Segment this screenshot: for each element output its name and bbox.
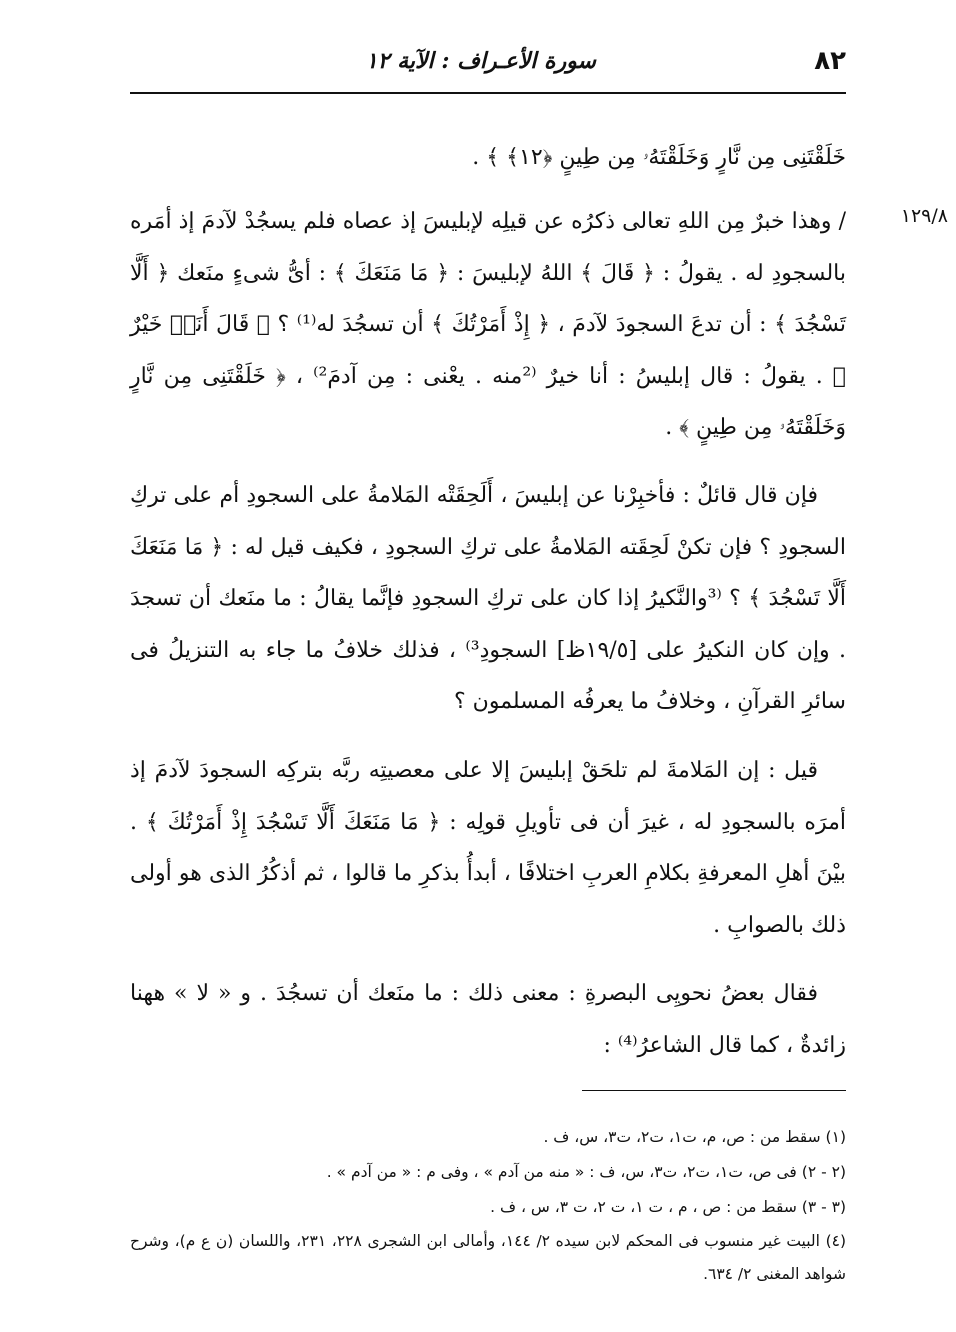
running-title: سورة الأعـراف : الآية ١٢ xyxy=(365,48,596,74)
page-number: ٨٢ xyxy=(814,46,846,76)
footnote-3: (٣ - ٣) سقط من : ص ، م ، ت ١، ت ٢، ت ٣، س ، ف . xyxy=(490,1198,846,1216)
paragraph-1: / وهذا خبرٌ مِن اللهِ تعالى ذكرُه عن قيلِه لإبليسَ إذ عصاه فلم يسجُدْ لآدمَ إذ أمَره بالسجودِ له . يقولُ : ﴿ قَالَ ﴾ اللهُ لإبليسَ : ﴿ مَا مَنَعَكَ ﴾ : أىُّ شىءٍ منَعك ﴿ أَلَّا تَسْجُدَ ﴾ : أن تدعَ السجودَ لآدمَ ، ﴿ إِذْ أَمَرْتُكَ ﴾ أن تسجُدَ له⁽¹⁾ ؟ ﴿ قَالَ أَنَا۠ خَيْرٌ ﴾ . يقولُ : قال إبليسُ : أنا خيرٌ ⁽²منه . يعْنى : مِن آدمَ²⁾ ، ﴿ خَلَقْتَنِى مِن نَّارٍ وَخَلَقْتَهُۥ مِن طِينٍ ﴾ . xyxy=(130,209,847,440)
commentary-paragraph-1 xyxy=(130,196,846,454)
footnote-2: (٢ - ٢) فى ص، ت١، ت٢، ت٣، س، ف : « منه من آدم » ، وفى م : « من آدم » . xyxy=(326,1163,846,1181)
commentary-paragraph-2 xyxy=(130,470,846,728)
footnote-1: (١) سقط من : ص، م، ت١، ت٢، ت٣، س، ف . xyxy=(543,1128,846,1146)
paragraph-0: خَلَقْتَنِى مِن نَّارٍ وَخَلَقْتَهُۥ مِن طِينٍ ﴿١٢﴾ ﴾ . xyxy=(472,145,846,170)
margin-reference: ١٢٩/٨ xyxy=(900,205,948,227)
page-header xyxy=(130,44,846,94)
commentary-paragraph-3 xyxy=(130,745,846,951)
footnote-4: (٤) البيت غير منسوب فى المحكم لابن سيده ٢/ ١٤٤، وأمالى ابن الشجرى ٢٢٨، ٢٣١، واللسان (ن ع م)، وشرح شواهد المغنى ٢/ ٦٣٤. xyxy=(130,1232,847,1283)
paragraph-3: قيل : إن المَلامةَ لم تلحَقْ إبليسَ إلا على معصيتِه ربَّه بتركِه السجودَ لآدمَ إذ أمرَه بالسجودِ له ، غيرَ أن فى تأويلِ قولِه : ﴿ مَا مَنَعَكَ أَلَّا تَسْجُدَ إِذْ أَمَرْتُكَ ﴾ . بيْنَ أهلِ المعرفةِ بكلامِ العربِ اختلافًا ، أبدأُ بذكرِ ما قالوا ، ثم أذكُرُ الذى هو أولى ذلك بالصوابِ . xyxy=(130,758,846,938)
footnote-separator xyxy=(582,1090,846,1091)
paragraph-2: فإن قال قائلٌ : فأخبِرْنا عن إبليسَ ، أَلَحِقَتْه المَلامةُ على السجودِ أم على تركِ السجودِ ؟ فإن تكنْ لَحِقَته المَلامةُ على تركِ السجودِ ، فكيف قيل له : ﴿ مَا مَنَعَكَ أَلَّا تَسْجُدَ ﴾ ؟ ⁽³والنَّكيرُ إذا كان على تركِ السجودِ فإنَّما يقالُ : ما منَعك أن تسجدَ . وإن كان النكيرُ على [١٩/٥ظ] السجودِ³⁾ ، فذلك خلافُ ما جاء به التنزيلُ فى سائرِ القرآنِ ، وخلافُ ما يعرفُه المسلمون ؟ xyxy=(130,483,846,714)
paragraph-4: فقال بعضُ نحويِى البصرةِ : معنى ذلك : ما منَعك أن تسجُدَ . و « لا » ههنا زائدةٌ ، كما قال الشاعرُ⁽⁴⁾ : xyxy=(130,981,846,1058)
footnotes xyxy=(130,1120,846,1291)
verse-continuation xyxy=(130,132,846,184)
commentary-paragraph-4 xyxy=(130,968,846,1071)
